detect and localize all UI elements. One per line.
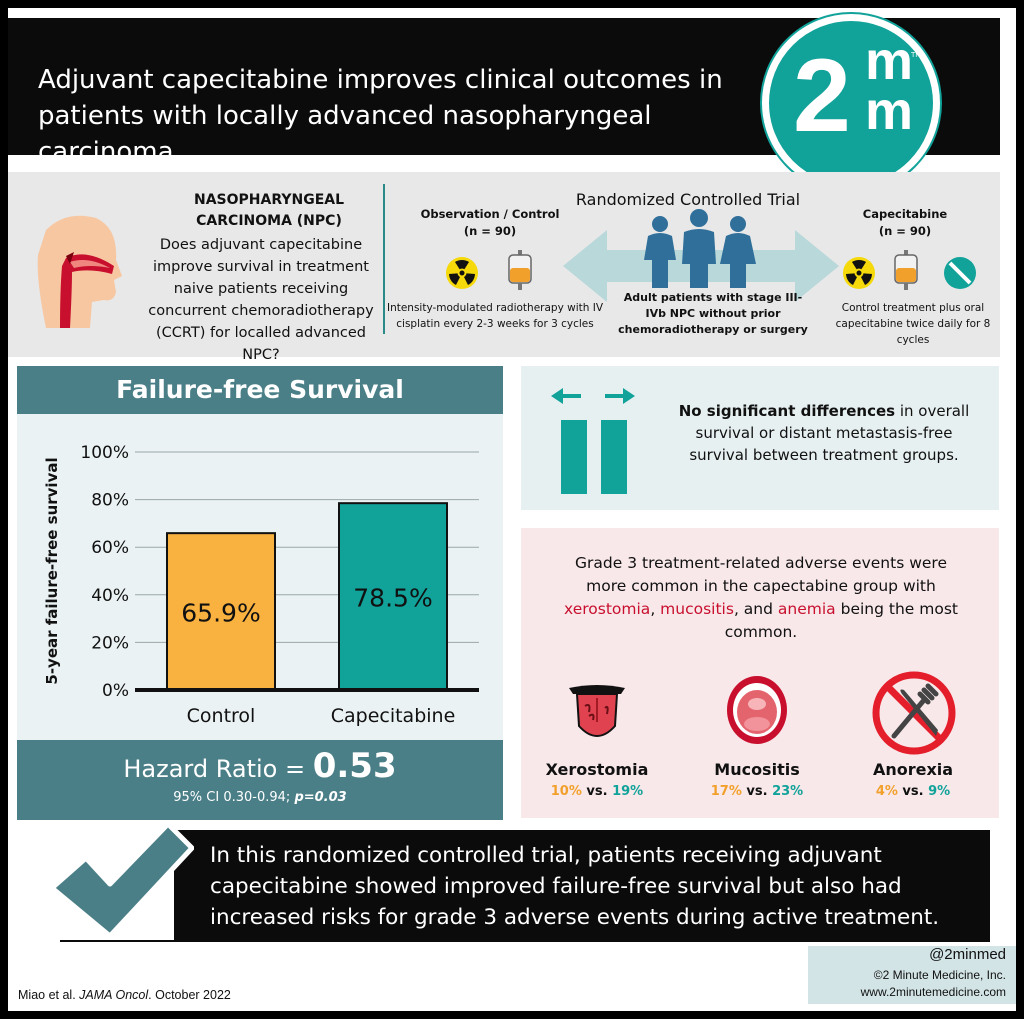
- 2minutemedicine-logo: 2 m m TM: [762, 14, 940, 192]
- study-question: Does adjuvant capecitabine improve survival in treatment naive patients receiving concurrent chemoradiotherapy (CCRT) for localled advanced NPC?: [148, 237, 374, 363]
- y-tick-label: 60%: [91, 538, 129, 559]
- brand-box: [808, 946, 1016, 1004]
- iv-bag-icon: [892, 250, 920, 290]
- observation-arm-description: Intensity-modulated radiotherapy with IV cisplatin every 2-3 weeks for 3 cycles: [386, 302, 604, 330]
- pill-icon: [943, 256, 977, 290]
- observation-arm-title: Observation / Control (n = 90): [420, 207, 560, 238]
- no-difference-text: No significant differences in overall survival or distant metastasis-free survival between treatment groups.: [678, 402, 970, 464]
- checkmark-icon: [46, 818, 194, 946]
- conclusion-text: In this randomized controlled trial, patients receiving adjuvant capecitabine showed improved failure-free survival but also had increased risks for grade 3 adverse events during active treatment.: [210, 843, 940, 930]
- conclusion-banner: [60, 830, 990, 942]
- twitter-handle: @2minmed: [929, 946, 1006, 963]
- y-axis-label: 5-year failure-free survival: [43, 457, 61, 685]
- equal-bars-icon: [551, 386, 641, 496]
- y-tick-label: 100%: [80, 443, 129, 463]
- open-mouth-icon: [725, 674, 789, 746]
- p-value: p=0.03: [294, 790, 347, 805]
- mucositis-label: Mucositis: [714, 760, 800, 779]
- anorexia-label: Anorexia: [872, 760, 954, 779]
- hazard-ratio-box: [17, 740, 503, 820]
- failure-free-survival-panel: [17, 366, 503, 820]
- head-profile-icon: [26, 210, 126, 330]
- ffs-bar-chart: [17, 418, 503, 738]
- npc-heading: NASOPHARYNGEAL CARCINOMA (NPC): [193, 192, 345, 229]
- anorexia-rates: 4% vs. 9%: [875, 784, 951, 799]
- hazard-ratio-value: 0.53: [312, 746, 397, 786]
- people-icon: [638, 208, 760, 288]
- x-tick-label: Control: [186, 705, 256, 727]
- no-difference-panel: [521, 366, 999, 510]
- mucositis-rates: 17% vs. 23%: [710, 784, 804, 799]
- capecitabine-arm-description: Control treatment plus oral capecitabine twice daily for 8 cycles: [835, 302, 991, 346]
- adverse-events-panel: [521, 528, 999, 818]
- ffs-title: Failure-free Survival: [17, 366, 503, 414]
- patients-description: Adult patients with stage III-IVb NPC without prior chemoradiotherapy or surgery: [618, 291, 808, 336]
- tongue-icon: [567, 682, 627, 746]
- bar-value-label: 65.9%: [181, 598, 261, 628]
- radiation-icon: [842, 256, 876, 290]
- radiation-icon: [445, 256, 479, 290]
- divider: [383, 184, 385, 334]
- citation: Miao et al. JAMA Oncol. October 2022: [18, 988, 231, 1002]
- no-eating-icon: [866, 670, 962, 756]
- adverse-events-text: Grade 3 treatment-related adverse events were more common in the capectabine group with xerostomia, mucositis, and anemia being the most common.: [564, 554, 958, 641]
- page-title: Adjuvant capecitabine improves clinical outcomes in patients with locally advanced nasopharyngeal carcinoma: [38, 65, 723, 167]
- copyright: ©2 Minute Medicine, Inc.: [873, 968, 1006, 982]
- y-tick-label: 40%: [91, 585, 129, 606]
- xerostomia-label: Xerostomia: [545, 760, 649, 779]
- bar-value-label: 78.5%: [353, 583, 433, 613]
- study-overview: [8, 172, 1000, 363]
- capecitabine-arm-title: Capecitabine (n = 90): [862, 207, 948, 238]
- y-tick-label: 20%: [91, 633, 129, 654]
- confidence-interval: 95% CI 0.30-0.94;: [173, 790, 295, 805]
- rct-heading: Randomized Controlled Trial: [575, 190, 801, 209]
- xerostomia-rates: 10% vs. 19%: [550, 784, 644, 799]
- hazard-ratio-label: Hazard Ratio =: [123, 755, 313, 783]
- x-tick-label: Capecitabine: [330, 705, 456, 727]
- iv-bag-icon: [506, 250, 534, 290]
- y-tick-label: 0%: [102, 681, 129, 701]
- website-link[interactable]: www.2minutemedicine.com: [860, 985, 1006, 999]
- y-tick-label: 80%: [91, 490, 129, 511]
